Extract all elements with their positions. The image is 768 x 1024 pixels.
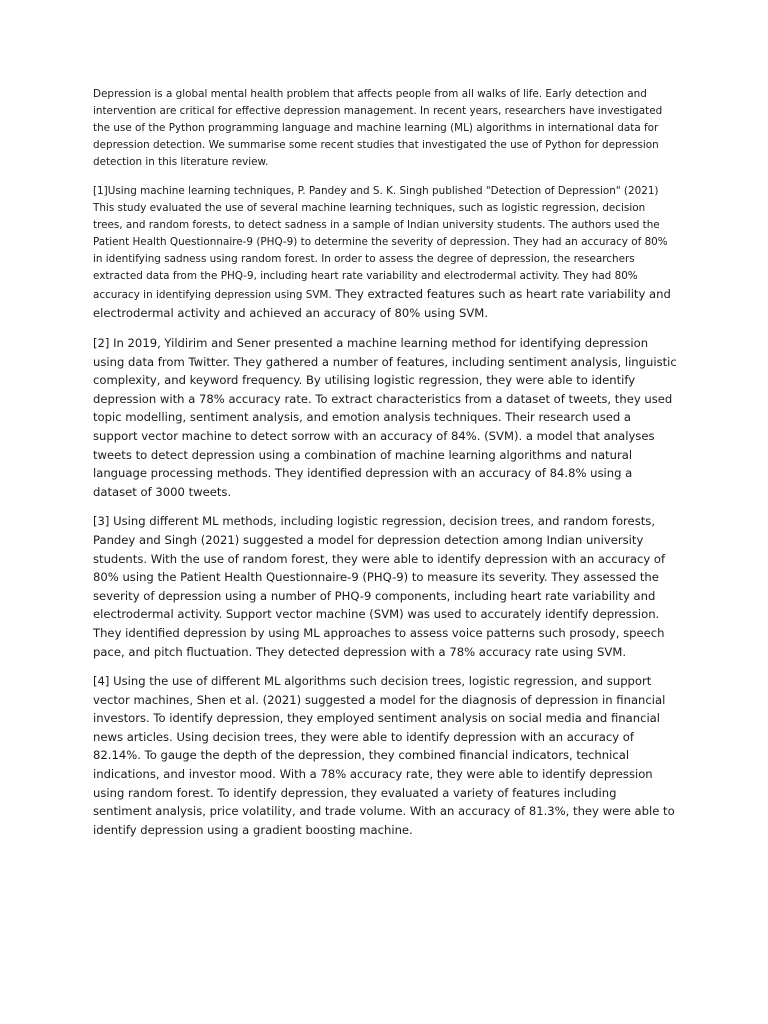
reference-4-paragraph: [4] Using the use of different ML algorithms such decision trees, logistic regression, and support vector machines, Shen et al. (2021) suggested a model for the diagnosis of depression in financial investors. To identify depression, they employed sentiment analysis on social media and financial news articles. Using decision trees, they were able to identify depression with an accuracy of 82.14%. To gauge the depth of the depression, they combined financial indicators, technical indications, and investor mood. With a 78% accuracy rate, they were able to identify depression using random forest. To identify depression, they evaluated a variety of features including sentiment analysis, price volatility, and trade volume. With an accuracy of 81.3%, they were able to identify depression using a gradient boosting machine. — [93, 674, 675, 837]
document-page — [93, 86, 677, 839]
reference-1-paragraph — [93, 183, 677, 323]
intro-paragraph: Depression is a global mental health problem that affects people from all walks of life. Early detection and intervention are critical for effective depression management. In recent years, researchers have investigated the use of the Python programming language and machine learning (ML) algorithms in international data for depression detection. We summarise some recent studies that investigated the use of Python for depression detection in this literature review. — [93, 88, 663, 168]
reference-3-paragraph: [3] Using different ML methods, including logistic regression, decision trees, and random forests, Pandey and Singh (2021) suggested a model for depression detection among Indian university students. With the use of random forest, they were able to identify depression with an accuracy of 80% using the Patient Health Questionnaire-9 (PHQ-9) to measure its severity. They assessed the severity of depression using a number of PHQ-9 components, including heart rate variability and electrodermal activity. Support vector machine (SVM) was used to accurately identify depression. They identified depression by using ML approaches to assess voice patterns such prosody, speech pace, and pitch fluctuation. They detected depression with a 78% accuracy rate using SVM. — [93, 514, 666, 659]
reference-1-tail-text: They extracted features such as heart rate variability and electrodermal activity and achieved an accuracy of 80% using SVM. — [93, 287, 671, 320]
reference-2-paragraph: [2] In 2019, Yildirim and Sener presented a machine learning method for identifying depression using data from Twitter. They gathered a number of features, including sentiment analysis, linguistic complexity, and keyword frequency. By utilising logistic regression, they were able to identify depression with a 78% accuracy rate. To extract characteristics from a dataset of tweets, they used topic modelling, sentiment analysis, and emotion analysis techniques. Their research used a support vector machine to detect sorrow with an accuracy of 84%. (SVM). a model that analyses tweets to detect depression using a combination of machine learning algorithms and natural language processing methods. They identified depression with an accuracy of 84.8% using a dataset of 3000 tweets. — [93, 336, 677, 499]
reference-1-main-text: [1]Using machine learning techniques, P. Pandey and S. K. Singh published "Detection of Depression" (2021) This study evaluated the use of several machine learning techniques, such as logistic regression, decision trees, and random forests, to detect sadness in a sample of Indian university students. The authors used the Patient Health Questionnaire-9 (PHQ-9) to determine the severity of depression. They had an accuracy of 80% in identifying sadness using random forest. In order to assess the degree of depression, the researchers extracted data from the PHQ-9, including heart rate variability and electrodermal activity. They had 80% accuracy in identifying depression using SVM. — [93, 185, 668, 301]
